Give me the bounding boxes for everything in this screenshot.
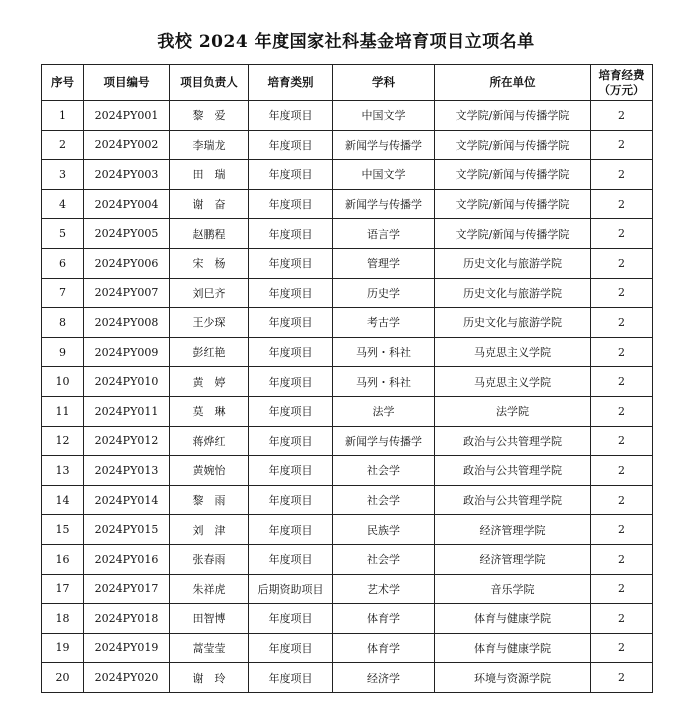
cell-discipline: 新闻学与传播学: [333, 130, 435, 160]
cell-leader: 田 瑞: [170, 160, 249, 190]
cell-leader: 李瑞龙: [170, 130, 249, 160]
table-row: [42, 308, 653, 338]
cell-project-code: 2024PY018: [84, 604, 170, 634]
cell-fund: 2: [591, 308, 653, 338]
cell-unit: 历史文化与旅游学院: [435, 308, 591, 338]
cell-index: 6: [42, 248, 84, 278]
cell-fund: 2: [591, 485, 653, 515]
cell-leader: 宋 杨: [170, 248, 249, 278]
cell-project-code: 2024PY001: [84, 101, 170, 131]
cell-category: 年度项目: [249, 604, 333, 634]
cell-leader: 张春雨: [170, 544, 249, 574]
cell-leader: 田智博: [170, 604, 249, 634]
cell-discipline: 管理学: [333, 248, 435, 278]
cell-project-code: 2024PY004: [84, 189, 170, 219]
header-project-code: 项目编号: [84, 65, 170, 101]
cell-project-code: 2024PY007: [84, 278, 170, 308]
cell-unit: 文学院/新闻与传播学院: [435, 219, 591, 249]
cell-project-code: 2024PY016: [84, 544, 170, 574]
cell-index: 16: [42, 544, 84, 574]
cell-leader: 谢 玲: [170, 663, 249, 693]
cell-category: 年度项目: [249, 278, 333, 308]
cell-unit: 文学院/新闻与传播学院: [435, 101, 591, 131]
header-unit: 所在单位: [435, 65, 591, 101]
cell-unit: 政治与公共管理学院: [435, 485, 591, 515]
table-row: [42, 189, 653, 219]
table-header-row: [42, 65, 653, 101]
cell-project-code: 2024PY005: [84, 219, 170, 249]
cell-unit: 环境与资源学院: [435, 663, 591, 693]
cell-project-code: 2024PY003: [84, 160, 170, 190]
cell-unit: 体育与健康学院: [435, 633, 591, 663]
cell-unit: 历史文化与旅游学院: [435, 248, 591, 278]
cell-project-code: 2024PY013: [84, 456, 170, 486]
cell-unit: 马克思主义学院: [435, 337, 591, 367]
cell-index: 9: [42, 337, 84, 367]
cell-index: 13: [42, 456, 84, 486]
cell-category: 年度项目: [249, 337, 333, 367]
cell-discipline: 艺术学: [333, 574, 435, 604]
cell-discipline: 马列・科社: [333, 367, 435, 397]
cell-unit: 法学院: [435, 396, 591, 426]
project-table-container: [41, 64, 652, 693]
cell-fund: 2: [591, 574, 653, 604]
cell-fund: 2: [591, 396, 653, 426]
cell-discipline: 中国文学: [333, 160, 435, 190]
table-row: [42, 485, 653, 515]
cell-fund: 2: [591, 160, 653, 190]
cell-discipline: 历史学: [333, 278, 435, 308]
cell-category: 年度项目: [249, 101, 333, 131]
cell-category: 年度项目: [249, 308, 333, 338]
cell-project-code: 2024PY011: [84, 396, 170, 426]
header-leader: 项目负责人: [170, 65, 249, 101]
cell-unit: 经济管理学院: [435, 515, 591, 545]
cell-fund: 2: [591, 456, 653, 486]
cell-category: 年度项目: [249, 515, 333, 545]
cell-category: 年度项目: [249, 248, 333, 278]
cell-index: 4: [42, 189, 84, 219]
cell-unit: 政治与公共管理学院: [435, 426, 591, 456]
cell-discipline: 社会学: [333, 485, 435, 515]
cell-leader: 王少琛: [170, 308, 249, 338]
cell-fund: 2: [591, 426, 653, 456]
cell-index: 12: [42, 426, 84, 456]
table-row: [42, 515, 653, 545]
cell-discipline: 体育学: [333, 604, 435, 634]
cell-fund: 2: [591, 219, 653, 249]
cell-category: 年度项目: [249, 396, 333, 426]
page-title: 我校 2024 年度国家社科基金培育项目立项名单: [157, 32, 535, 52]
cell-discipline: 体育学: [333, 633, 435, 663]
cell-category: 后期资助项目: [249, 574, 333, 604]
table-row: [42, 337, 653, 367]
header-fund-line1: 培育经费: [598, 67, 645, 82]
cell-index: 10: [42, 367, 84, 397]
header-fund-line2: （万元）: [598, 82, 645, 97]
cell-index: 17: [42, 574, 84, 604]
header-category: 培育类别: [249, 65, 333, 101]
cell-category: 年度项目: [249, 189, 333, 219]
cell-category: 年度项目: [249, 160, 333, 190]
table-row: [42, 130, 653, 160]
cell-category: 年度项目: [249, 456, 333, 486]
cell-index: 15: [42, 515, 84, 545]
cell-category: 年度项目: [249, 426, 333, 456]
table-row: [42, 278, 653, 308]
cell-leader: 黄 婷: [170, 367, 249, 397]
cell-leader: 蒿莹莹: [170, 633, 249, 663]
cell-category: 年度项目: [249, 633, 333, 663]
cell-project-code: 2024PY017: [84, 574, 170, 604]
cell-project-code: 2024PY006: [84, 248, 170, 278]
cell-project-code: 2024PY020: [84, 663, 170, 693]
cell-discipline: 民族学: [333, 515, 435, 545]
cell-fund: 2: [591, 604, 653, 634]
cell-discipline: 法学: [333, 396, 435, 426]
cell-discipline: 社会学: [333, 456, 435, 486]
cell-index: 20: [42, 663, 84, 693]
cell-category: 年度项目: [249, 544, 333, 574]
cell-fund: 2: [591, 633, 653, 663]
table-row: [42, 160, 653, 190]
cell-fund: 2: [591, 248, 653, 278]
cell-category: 年度项目: [249, 485, 333, 515]
cell-fund: 2: [591, 278, 653, 308]
table-row: [42, 604, 653, 634]
cell-project-code: 2024PY010: [84, 367, 170, 397]
cell-leader: 刘巳齐: [170, 278, 249, 308]
cell-project-code: 2024PY012: [84, 426, 170, 456]
cell-leader: 赵鹏程: [170, 219, 249, 249]
cell-category: 年度项目: [249, 367, 333, 397]
cell-fund: 2: [591, 663, 653, 693]
cell-discipline: 新闻学与传播学: [333, 189, 435, 219]
cell-index: 2: [42, 130, 84, 160]
cell-discipline: 语言学: [333, 219, 435, 249]
cell-discipline: 经济学: [333, 663, 435, 693]
cell-leader: 刘 津: [170, 515, 249, 545]
cell-project-code: 2024PY019: [84, 633, 170, 663]
cell-category: 年度项目: [249, 130, 333, 160]
cell-leader: 蒋烨红: [170, 426, 249, 456]
cell-discipline: 考古学: [333, 308, 435, 338]
cell-fund: 2: [591, 367, 653, 397]
cell-unit: 文学院/新闻与传播学院: [435, 160, 591, 190]
cell-unit: 文学院/新闻与传播学院: [435, 130, 591, 160]
cell-project-code: 2024PY002: [84, 130, 170, 160]
cell-fund: 2: [591, 189, 653, 219]
header-fund: [591, 65, 653, 101]
cell-discipline: 马列・科社: [333, 337, 435, 367]
cell-leader: 谢 奋: [170, 189, 249, 219]
cell-index: 7: [42, 278, 84, 308]
table-row: [42, 367, 653, 397]
table-row: [42, 219, 653, 249]
cell-project-code: 2024PY008: [84, 308, 170, 338]
cell-index: 5: [42, 219, 84, 249]
cell-index: 14: [42, 485, 84, 515]
table-row: [42, 574, 653, 604]
cell-discipline: 社会学: [333, 544, 435, 574]
table-row: [42, 544, 653, 574]
table-row: [42, 101, 653, 131]
cell-project-code: 2024PY015: [84, 515, 170, 545]
cell-leader: 彭红艳: [170, 337, 249, 367]
cell-unit: 经济管理学院: [435, 544, 591, 574]
table-row: [42, 633, 653, 663]
cell-unit: 历史文化与旅游学院: [435, 278, 591, 308]
cell-fund: 2: [591, 515, 653, 545]
table-body: [42, 101, 653, 693]
cell-unit: 马克思主义学院: [435, 367, 591, 397]
cell-leader: 莫 琳: [170, 396, 249, 426]
cell-fund: 2: [591, 544, 653, 574]
table-row: [42, 248, 653, 278]
table-row: [42, 456, 653, 486]
cell-leader: 朱祥虎: [170, 574, 249, 604]
cell-index: 3: [42, 160, 84, 190]
cell-leader: 黄婉怡: [170, 456, 249, 486]
header-discipline: 学科: [333, 65, 435, 101]
cell-fund: 2: [591, 101, 653, 131]
cell-index: 1: [42, 101, 84, 131]
cell-leader: 黎 爱: [170, 101, 249, 131]
cell-index: 18: [42, 604, 84, 634]
table-row: [42, 663, 653, 693]
cell-leader: 黎 雨: [170, 485, 249, 515]
cell-unit: 体育与健康学院: [435, 604, 591, 634]
cell-index: 11: [42, 396, 84, 426]
cell-project-code: 2024PY014: [84, 485, 170, 515]
cell-index: 8: [42, 308, 84, 338]
table-row: [42, 426, 653, 456]
cell-fund: 2: [591, 337, 653, 367]
cell-discipline: 中国文学: [333, 101, 435, 131]
cell-unit: 文学院/新闻与传播学院: [435, 189, 591, 219]
cell-fund: 2: [591, 130, 653, 160]
cell-unit: 政治与公共管理学院: [435, 456, 591, 486]
cell-index: 19: [42, 633, 84, 663]
cell-project-code: 2024PY009: [84, 337, 170, 367]
project-table: [41, 64, 653, 693]
cell-category: 年度项目: [249, 219, 333, 249]
table-row: [42, 396, 653, 426]
header-index: 序号: [42, 65, 84, 101]
cell-category: 年度项目: [249, 663, 333, 693]
cell-unit: 音乐学院: [435, 574, 591, 604]
cell-discipline: 新闻学与传播学: [333, 426, 435, 456]
